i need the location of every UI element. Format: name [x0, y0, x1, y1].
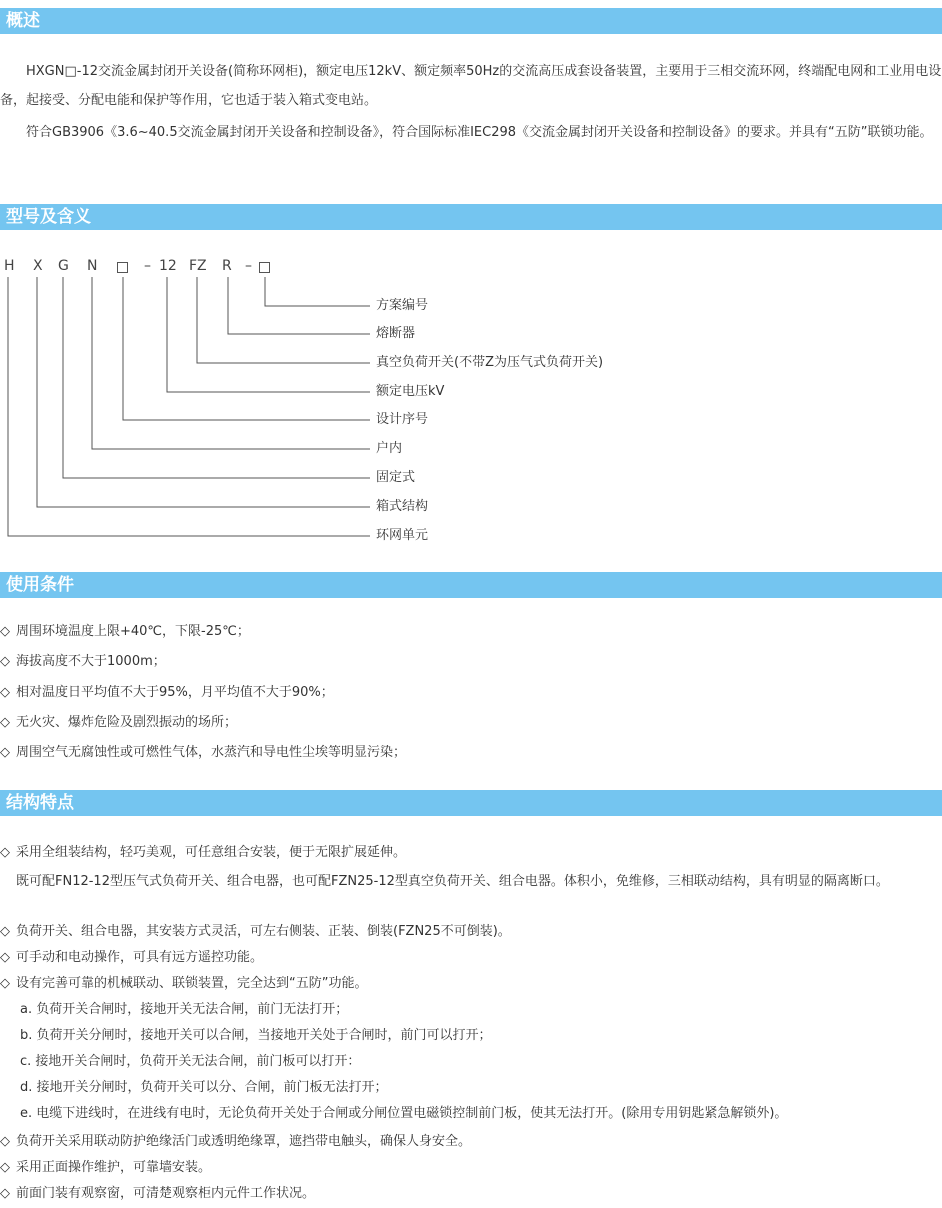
leader-line-vacuum-switch [197, 277, 370, 363]
feature-item: 既可配FN12-12型压气式负荷开关、组合电器，也可配FZN25-12型真空负荷开关、组合电器。体积小，免维修，三相联动结构，具有明显的隔离断口。 [0, 869, 942, 894]
diamond-bullet-icon: ◇ [0, 624, 10, 639]
code-voltage-12: 12 [159, 258, 177, 274]
diamond-bullet-icon: ◇ [0, 845, 10, 860]
diamond-bullet-icon: ◇ [0, 924, 10, 939]
feature-item: ◇ 负荷开关采用联动防护绝缘活门或透明绝缘罩，遮挡带电触头，确保人身安全。 [0, 1132, 942, 1152]
code-letter-x: X [33, 258, 43, 274]
diamond-bullet-icon: ◇ [0, 715, 10, 730]
feature-item: ◇ 前面门装有观察窗，可清楚观察柜内元件工作状况。 [0, 1184, 942, 1204]
condition-item: ◇ 周围空气无腐蚀性或可燃性气体，水蒸汽和导电性尘埃等明显污染； [0, 743, 942, 763]
feature-item: ◇ 采用正面操作维护，可靠墙安装。 [0, 1158, 942, 1178]
diamond-bullet-icon: ◇ [0, 950, 10, 965]
condition-item: ◇ 周围环境温度上限+40℃，下限-25℃； [0, 622, 942, 642]
interlock-sub-item: b. 负荷开关分闸时，接地开关可以合闸，当接地开关处于合闸时，前门可以打开； [20, 1028, 492, 1043]
meaning-rated-voltage: 额定电压kV [376, 384, 445, 399]
meaning-scheme-number: 方案编号 [376, 298, 429, 313]
diamond-bullet-icon: ◇ [0, 654, 10, 669]
leader-line-design-no [123, 277, 370, 420]
condition-item: ◇ 相对温度日平均值不大于95%，月平均值不大于90%； [0, 683, 942, 703]
meaning-indoor: 户内 [376, 441, 403, 456]
feature-item: ◇ 负荷开关、组合电器，其安装方式灵活，可左右侧装、正装、倒装(FZN25不可倒装)。 [0, 922, 942, 942]
meaning-vacuum-load-switch: 真空负荷开关(不带Z为压气式负荷开关) [376, 355, 604, 370]
diamond-bullet-icon: ◇ [0, 1134, 10, 1149]
meaning-fuse: 熔断器 [376, 326, 416, 341]
interlock-sub-item: c. 接地开关合闸时，负荷开关无法合闸，前门板可以打开： [20, 1054, 361, 1069]
meaning-fixed-type: 固定式 [376, 470, 416, 485]
section-header-model: 型号及含义 [0, 204, 942, 230]
code-letter-n: N [87, 258, 98, 274]
interlock-sub-item: a. 负荷开关合闸时，接地开关无法合闸，前门无法打开； [20, 1002, 349, 1017]
leader-line-scheme [265, 277, 370, 306]
overview-paragraph-1: HXGN□-12交流金属封闭开关设备(简称环网柜)，额定电压12kV、额定频率50Hz的交流高压成套设备装置，主要用于三相交流环网，终端配电网和工业用电设备，起接受、分配电能和保护等作用，它也适于装入箱式变电站。 [0, 64, 942, 108]
diamond-bullet-icon: ◇ [0, 685, 10, 700]
code-letter-fz: FZ [189, 258, 207, 274]
condition-item: ◇ 无火灾、爆炸危险及剧烈振动的场所； [0, 713, 942, 733]
meaning-design-serial: 设计序号 [376, 412, 429, 427]
section-header-conditions: 使用条件 [0, 572, 942, 598]
feature-item: ◇ 设有完善可靠的机械联动、联锁装置，完全达到“五防”功能。 [0, 974, 942, 994]
condition-item: ◇ 海拔高度不大于1000m； [0, 652, 942, 672]
feature-item: ◇ 采用全组装结构，轻巧美观，可任意组合安装，便于无限扩展延伸。 [0, 843, 942, 863]
code-letter-r: R [222, 258, 232, 274]
diamond-bullet-icon [0, 869, 16, 894]
meaning-box-structure: 箱式结构 [376, 499, 429, 514]
diamond-bullet-icon: ◇ [0, 1160, 10, 1175]
diamond-bullet-icon: ◇ [0, 976, 10, 991]
model-leader-lines [0, 0, 942, 560]
feature-item: ◇ 可手动和电动操作，可具有远方遥控功能。 [0, 948, 942, 968]
section-header-features: 结构特点 [0, 790, 942, 816]
diamond-bullet-icon: ◇ [0, 1186, 10, 1201]
diamond-bullet-icon: ◇ [0, 745, 10, 760]
code-dash-2: – [245, 258, 252, 274]
leader-line-ring [8, 277, 370, 536]
code-letter-g: G [58, 258, 69, 274]
code-dash-1: – [144, 258, 151, 274]
meaning-ring-unit: 环网单元 [376, 528, 429, 543]
interlock-sub-item: e. 电缆下进线时，在进线有电时，无论负荷开关处于合闸或分闸位置电磁锁控制前门板，使其无法打开。(除用专用钥匙紧急解锁外)。 [20, 1106, 788, 1121]
leader-line-fixed [63, 277, 370, 478]
code-letter-h: H [4, 258, 15, 274]
interlock-sub-item: d. 接地开关分闸时，负荷开关可以分、合闸，前门板无法打开； [20, 1080, 388, 1095]
section-header-overview: 概述 [0, 8, 942, 34]
overview-paragraph-2: 符合GB3906《3.6~40.5交流金属封闭开关设备和控制设备》，符合国际标准IEC298《交流金属封闭开关设备和控制设备》的要求。并具有“五防”联锁功能。 [26, 125, 933, 140]
